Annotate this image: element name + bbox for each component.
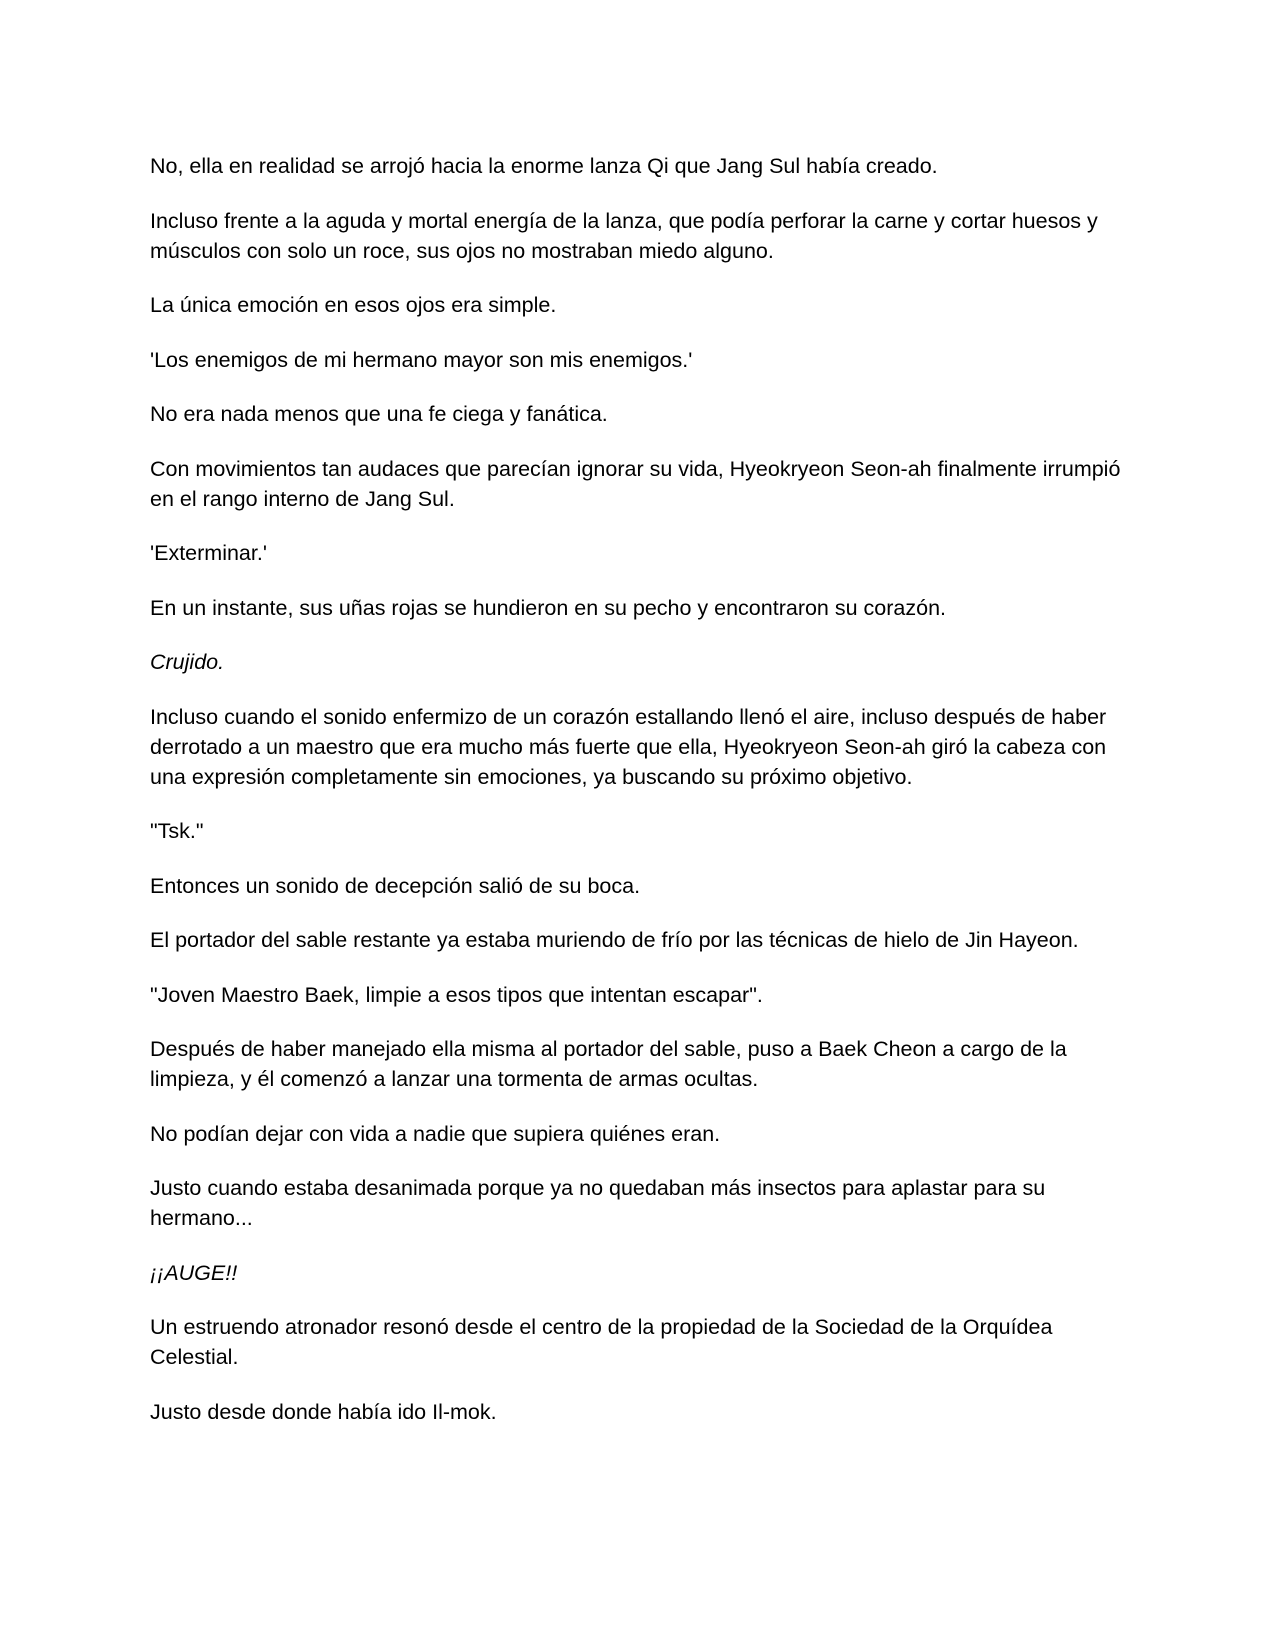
paragraph: Después de haber manejado ella misma al portador del sable, puso a Baek Cheon a cargo de la limpieza, y él comenzó a lanzar una tormenta de armas ocultas. [150, 1037, 1067, 1091]
paragraph: No era nada menos que una fe ciega y fanática. [150, 402, 608, 426]
document-body [150, 151, 1125, 1451]
paragraph: "Joven Maestro Baek, limpie a esos tipos que intentan escapar". [150, 982, 763, 1007]
paragraph: 'Exterminar.' [150, 541, 267, 565]
paragraph: Incluso frente a la aguda y mortal energía de la lanza, que podía perforar la carne y cortar huesos y músculos con solo un roce, sus ojos no mostraban miedo alguno. [150, 208, 1098, 263]
paragraph: Incluso cuando el sonido enfermizo de un corazón estallando llenó el aire, incluso después de haber derrotado a un maestro que era mucho más fuerte que ella, Hyeokryeon Seon-ah giró la cabeza con una expresión completamente sin emociones, ya buscando su próximo objetivo. [150, 704, 1107, 789]
paragraph: La única emoción en esos ojos era simple. [150, 293, 557, 317]
paragraph: Entonces un sonido de decepción salió de su boca. [150, 873, 641, 898]
paragraph: El portador del sable restante ya estaba muriendo de frío por las técnicas de hielo de Jin Hayeon. [150, 928, 1079, 952]
paragraph: En un instante, sus uñas rojas se hundieron en su pecho y encontraron su corazón. [150, 595, 947, 620]
paragraph: Justo cuando estaba desanimada porque ya no quedaban más insectos para aplastar para su hermano... [150, 1176, 1046, 1230]
paragraph: Crujido. [150, 650, 225, 674]
paragraph: Un estruendo atronador resonó desde el centro de la propiedad de la Sociedad de la Orquídea Celestial. [150, 1315, 1053, 1369]
paragraph: 'Los enemigos de mi hermano mayor son mis enemigos.' [150, 347, 693, 372]
paragraph: Justo desde donde había ido Il-mok. [150, 1399, 497, 1424]
paragraph: Con movimientos tan audaces que parecían ignorar su vida, Hyeokryeon Seon-ah finalmente irrumpió en el rango interno de Jang Sul. [150, 456, 1121, 511]
paragraph: ¡¡AUGE!! [150, 1260, 238, 1285]
paragraph: No, ella en realidad se arrojó hacia la enorme lanza Qi que Jang Sul había creado. [150, 154, 938, 178]
paragraph: No podían dejar con vida a nadie que supiera quiénes eran. [150, 1121, 721, 1146]
paragraph: "Tsk." [150, 819, 204, 843]
